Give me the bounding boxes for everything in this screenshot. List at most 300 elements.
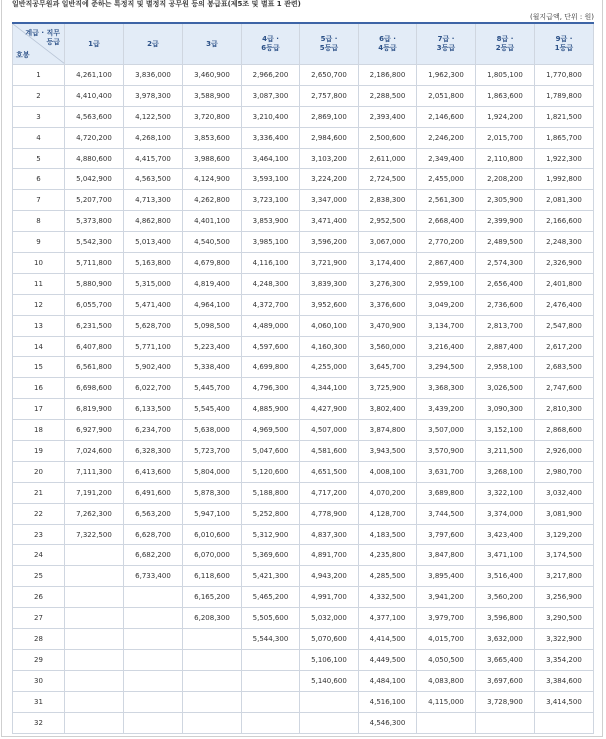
step-cell: 12 xyxy=(13,294,65,315)
salary-cell: 3,874,800 xyxy=(359,420,417,441)
salary-cell: 2,980,700 xyxy=(535,461,594,482)
salary-cell: 6,234,700 xyxy=(124,420,183,441)
salary-cell: 4,720,200 xyxy=(65,127,124,148)
salary-cell: 6,733,400 xyxy=(124,566,183,587)
salary-cell: 5,373,800 xyxy=(65,211,124,232)
salary-cell: 1,922,300 xyxy=(535,148,594,169)
salary-cell: 2,401,800 xyxy=(535,273,594,294)
salary-cell: 5,542,300 xyxy=(65,232,124,253)
salary-cell: 2,561,300 xyxy=(417,190,476,211)
salary-cell: 2,547,800 xyxy=(535,315,594,336)
salary-cell: 3,725,900 xyxy=(359,378,417,399)
salary-cell: 2,326,900 xyxy=(535,253,594,274)
salary-cell: 5,207,700 xyxy=(65,190,124,211)
column-header-text: 2등급 xyxy=(495,44,515,52)
step-cell: 14 xyxy=(13,336,65,357)
salary-cell: 3,376,600 xyxy=(359,294,417,315)
salary-cell: 5,771,100 xyxy=(124,336,183,357)
salary-cell: 4,083,800 xyxy=(417,670,476,691)
salary-cell: 5,421,300 xyxy=(242,566,300,587)
salary-cell: 2,288,500 xyxy=(359,85,417,106)
salary-cell: 3,049,200 xyxy=(417,294,476,315)
salary-cell: 3,632,000 xyxy=(476,629,535,650)
salary-cell: 4,819,400 xyxy=(183,273,242,294)
salary-cell: 2,736,600 xyxy=(476,294,535,315)
salary-cell: 5,544,300 xyxy=(242,629,300,650)
salary-cell: 3,103,200 xyxy=(300,148,359,169)
salary-cell: 3,588,900 xyxy=(183,85,242,106)
salary-cell: 6,698,600 xyxy=(65,378,124,399)
salary-cell: 6,491,600 xyxy=(124,482,183,503)
salary-cell: 5,465,200 xyxy=(242,587,300,608)
salary-cell: 2,868,600 xyxy=(535,420,594,441)
table-row xyxy=(13,524,594,545)
salary-cell: 2,051,800 xyxy=(417,85,476,106)
column-header-text: 6등급 xyxy=(261,44,280,52)
salary-cell: 3,952,600 xyxy=(300,294,359,315)
salary-cell: 3,560,000 xyxy=(359,336,417,357)
salary-cell: 3,174,400 xyxy=(359,253,417,274)
salary-cell: 5,188,800 xyxy=(242,482,300,503)
table-row xyxy=(13,65,594,86)
salary-cell: 3,460,900 xyxy=(183,65,242,86)
salary-cell: 5,047,600 xyxy=(242,441,300,462)
table-row xyxy=(13,253,594,274)
salary-cell: 4,563,600 xyxy=(65,106,124,127)
salary-cell: 6,118,600 xyxy=(183,566,242,587)
table-row xyxy=(13,503,594,524)
salary-cell: 5,042,900 xyxy=(65,169,124,190)
salary-cell: 4,261,100 xyxy=(65,65,124,86)
salary-cell: 2,770,200 xyxy=(417,232,476,253)
corner-step-label: 호봉 xyxy=(16,51,30,59)
salary-cell: 4,880,600 xyxy=(65,148,124,169)
salary-cell: 1,962,300 xyxy=(417,65,476,86)
salary-cell: 3,516,400 xyxy=(476,566,535,587)
salary-cell: 4,160,300 xyxy=(300,336,359,357)
step-cell: 21 xyxy=(13,482,65,503)
step-cell: 4 xyxy=(13,127,65,148)
table-row xyxy=(13,148,594,169)
column-header-9 xyxy=(535,23,594,65)
table-row xyxy=(13,85,594,106)
corner-grade-label xyxy=(25,29,60,47)
salary-cell: 4,248,300 xyxy=(242,273,300,294)
column-header-6 xyxy=(359,23,417,65)
salary-cell xyxy=(65,712,124,733)
table-title: 일반직공무원과 일반직에 준하는 특정직 및 별정직 공무원 등의 봉급표(제5조 및 별표 1 관련) xyxy=(12,0,301,8)
salary-cell xyxy=(65,608,124,629)
table-row xyxy=(13,106,594,127)
salary-cell: 3,211,500 xyxy=(476,441,535,462)
salary-cell: 5,338,400 xyxy=(183,357,242,378)
salary-cell: 4,115,000 xyxy=(417,691,476,712)
salary-cell xyxy=(65,649,124,670)
step-cell: 1 xyxy=(13,65,65,86)
step-cell: 27 xyxy=(13,608,65,629)
salary-cell: 3,026,500 xyxy=(476,378,535,399)
salary-cell: 3,354,200 xyxy=(535,649,594,670)
salary-cell: 2,399,900 xyxy=(476,211,535,232)
salary-cell: 2,574,300 xyxy=(476,253,535,274)
salary-cell xyxy=(65,629,124,650)
salary-cell: 4,713,300 xyxy=(124,190,183,211)
column-header-text: 8급 · xyxy=(496,35,514,43)
salary-cell xyxy=(242,691,300,712)
salary-cell: 6,055,700 xyxy=(65,294,124,315)
salary-cell: 2,984,600 xyxy=(300,127,359,148)
salary-cell: 4,116,100 xyxy=(242,253,300,274)
salary-cell: 3,414,500 xyxy=(535,691,594,712)
salary-cell: 6,927,900 xyxy=(65,420,124,441)
step-cell: 3 xyxy=(13,106,65,127)
salary-cell xyxy=(183,629,242,650)
salary-cell: 4,015,700 xyxy=(417,629,476,650)
column-header-8 xyxy=(476,23,535,65)
salary-cell: 4,484,100 xyxy=(359,670,417,691)
salary-cell: 4,183,500 xyxy=(359,524,417,545)
salary-cell xyxy=(124,691,183,712)
salary-cell: 2,146,600 xyxy=(417,106,476,127)
salary-cell: 5,804,000 xyxy=(183,461,242,482)
salary-cell: 2,926,000 xyxy=(535,441,594,462)
salary-cell: 3,032,400 xyxy=(535,482,594,503)
salary-cell: 4,991,700 xyxy=(300,587,359,608)
salary-cell: 4,546,300 xyxy=(359,712,417,733)
column-header-text: 9급 · xyxy=(555,35,573,43)
salary-cell xyxy=(65,545,124,566)
salary-cell: 4,778,900 xyxy=(300,503,359,524)
table-row xyxy=(13,294,594,315)
salary-cell: 3,174,500 xyxy=(535,545,594,566)
column-header-2 xyxy=(124,23,183,65)
salary-cell: 6,413,600 xyxy=(124,461,183,482)
salary-cell: 2,724,500 xyxy=(359,169,417,190)
salary-cell: 3,368,300 xyxy=(417,378,476,399)
salary-cell: 6,208,300 xyxy=(183,608,242,629)
column-header-text: 4등급 xyxy=(378,44,397,52)
salary-cell: 3,152,100 xyxy=(476,420,535,441)
table-row xyxy=(13,441,594,462)
salary-cell: 3,276,300 xyxy=(359,273,417,294)
salary-cell: 3,802,400 xyxy=(359,399,417,420)
header-row xyxy=(13,23,594,65)
salary-cell: 4,943,200 xyxy=(300,566,359,587)
column-header-text: 7급 · xyxy=(437,35,455,43)
salary-cell: 2,166,600 xyxy=(535,211,594,232)
salary-cell: 5,312,900 xyxy=(242,524,300,545)
salary-cell: 3,471,100 xyxy=(476,545,535,566)
salary-cell: 5,711,800 xyxy=(65,253,124,274)
table-row xyxy=(13,608,594,629)
salary-cell: 5,628,700 xyxy=(124,315,183,336)
salary-cell xyxy=(65,587,124,608)
salary-cell: 6,022,700 xyxy=(124,378,183,399)
salary-cell: 4,255,000 xyxy=(300,357,359,378)
salary-cell: 3,723,100 xyxy=(242,190,300,211)
table-row xyxy=(13,336,594,357)
salary-cell: 5,013,400 xyxy=(124,232,183,253)
column-header-3 xyxy=(183,23,242,65)
table-row xyxy=(13,420,594,441)
salary-cell: 2,110,800 xyxy=(476,148,535,169)
salary-cell: 3,256,900 xyxy=(535,587,594,608)
salary-cell: 7,322,500 xyxy=(65,524,124,545)
salary-cell: 6,682,200 xyxy=(124,545,183,566)
salary-cell: 1,992,800 xyxy=(535,169,594,190)
salary-cell: 3,853,900 xyxy=(242,211,300,232)
salary-cell: 4,427,900 xyxy=(300,399,359,420)
salary-cell xyxy=(183,712,242,733)
salary-cell: 2,887,400 xyxy=(476,336,535,357)
salary-cell: 4,837,300 xyxy=(300,524,359,545)
salary-cell: 1,863,600 xyxy=(476,85,535,106)
salary-cell xyxy=(300,691,359,712)
table-row xyxy=(13,545,594,566)
salary-cell: 4,717,200 xyxy=(300,482,359,503)
salary-cell xyxy=(535,712,594,733)
salary-cell: 6,563,200 xyxy=(124,503,183,524)
salary-cell: 3,268,100 xyxy=(476,461,535,482)
salary-cell: 4,124,900 xyxy=(183,169,242,190)
salary-cell: 3,689,800 xyxy=(417,482,476,503)
column-header-4 xyxy=(242,23,300,65)
corner-grade-line2: 등급 xyxy=(46,38,60,46)
salary-cell: 3,322,900 xyxy=(535,629,594,650)
salary-cell: 3,839,300 xyxy=(300,273,359,294)
salary-cell: 4,060,100 xyxy=(300,315,359,336)
salary-cell: 4,651,500 xyxy=(300,461,359,482)
step-cell: 6 xyxy=(13,169,65,190)
salary-cell: 4,262,800 xyxy=(183,190,242,211)
salary-cell: 6,231,500 xyxy=(65,315,124,336)
salary-cell: 2,869,100 xyxy=(300,106,359,127)
step-cell: 20 xyxy=(13,461,65,482)
table-row xyxy=(13,232,594,253)
salary-cell: 3,290,500 xyxy=(535,608,594,629)
salary-cell xyxy=(124,608,183,629)
table-row xyxy=(13,670,594,691)
salary-cell: 3,570,900 xyxy=(417,441,476,462)
salary-cell: 3,210,400 xyxy=(242,106,300,127)
table-body xyxy=(13,65,594,734)
salary-cell: 3,471,400 xyxy=(300,211,359,232)
table-row xyxy=(13,169,594,190)
salary-cell: 3,470,900 xyxy=(359,315,417,336)
salary-cell: 5,723,700 xyxy=(183,441,242,462)
salary-cell: 3,090,300 xyxy=(476,399,535,420)
salary-cell: 4,516,100 xyxy=(359,691,417,712)
step-cell: 10 xyxy=(13,253,65,274)
step-cell: 22 xyxy=(13,503,65,524)
salary-cell: 2,208,200 xyxy=(476,169,535,190)
salary-cell xyxy=(242,649,300,670)
salary-cell: 5,163,800 xyxy=(124,253,183,274)
step-cell: 18 xyxy=(13,420,65,441)
step-cell: 26 xyxy=(13,587,65,608)
salary-cell: 6,819,900 xyxy=(65,399,124,420)
salary-cell: 4,679,800 xyxy=(183,253,242,274)
salary-cell: 5,947,100 xyxy=(183,503,242,524)
step-cell: 15 xyxy=(13,357,65,378)
salary-cell: 3,941,200 xyxy=(417,587,476,608)
salary-cell: 3,336,400 xyxy=(242,127,300,148)
salary-cell: 3,979,700 xyxy=(417,608,476,629)
corner-header-cell xyxy=(13,23,65,65)
salary-cell xyxy=(183,649,242,670)
salary-cell: 5,471,400 xyxy=(124,294,183,315)
salary-cell: 4,070,200 xyxy=(359,482,417,503)
salary-cell: 2,246,200 xyxy=(417,127,476,148)
salary-cell: 2,611,000 xyxy=(359,148,417,169)
salary-cell: 4,449,500 xyxy=(359,649,417,670)
salary-cell: 2,810,300 xyxy=(535,399,594,420)
salary-cell: 6,070,000 xyxy=(183,545,242,566)
step-cell: 24 xyxy=(13,545,65,566)
salary-cell: 3,645,700 xyxy=(359,357,417,378)
salary-cell: 4,964,100 xyxy=(183,294,242,315)
salary-cell: 5,070,600 xyxy=(300,629,359,650)
salary-cell: 2,455,000 xyxy=(417,169,476,190)
step-cell: 23 xyxy=(13,524,65,545)
column-header-1 xyxy=(65,23,124,65)
salary-cell: 3,464,100 xyxy=(242,148,300,169)
salary-cell: 5,032,000 xyxy=(300,608,359,629)
salary-cell: 2,838,300 xyxy=(359,190,417,211)
salary-cell: 3,423,400 xyxy=(476,524,535,545)
salary-cell: 3,322,100 xyxy=(476,482,535,503)
salary-cell: 3,087,300 xyxy=(242,85,300,106)
salary-cell: 3,895,400 xyxy=(417,566,476,587)
salary-cell: 3,134,700 xyxy=(417,315,476,336)
salary-cell: 7,262,300 xyxy=(65,503,124,524)
table-row xyxy=(13,587,594,608)
salary-cell: 3,081,900 xyxy=(535,503,594,524)
table-row xyxy=(13,629,594,650)
table-row xyxy=(13,127,594,148)
salary-cell: 3,720,800 xyxy=(183,106,242,127)
salary-cell: 4,268,100 xyxy=(124,127,183,148)
salary-cell: 4,372,700 xyxy=(242,294,300,315)
salary-cell: 4,540,500 xyxy=(183,232,242,253)
step-cell: 13 xyxy=(13,315,65,336)
salary-cell: 5,098,500 xyxy=(183,315,242,336)
step-cell: 28 xyxy=(13,629,65,650)
salary-cell: 2,500,600 xyxy=(359,127,417,148)
salary-cell: 5,505,600 xyxy=(242,608,300,629)
salary-cell: 4,597,600 xyxy=(242,336,300,357)
salary-cell: 3,596,800 xyxy=(476,608,535,629)
salary-cell: 3,943,500 xyxy=(359,441,417,462)
table-row xyxy=(13,712,594,733)
salary-cell: 3,217,800 xyxy=(535,566,594,587)
salary-cell: 5,545,400 xyxy=(183,399,242,420)
salary-cell: 6,010,600 xyxy=(183,524,242,545)
salary-cell: 2,656,400 xyxy=(476,273,535,294)
salary-cell: 6,407,800 xyxy=(65,336,124,357)
salary-cell xyxy=(124,629,183,650)
salary-cell: 3,067,000 xyxy=(359,232,417,253)
salary-cell xyxy=(417,712,476,733)
salary-cell: 4,285,500 xyxy=(359,566,417,587)
salary-cell: 2,958,100 xyxy=(476,357,535,378)
salary-cell: 5,902,400 xyxy=(124,357,183,378)
salary-cell: 5,369,600 xyxy=(242,545,300,566)
column-header-7 xyxy=(417,23,476,65)
table-row xyxy=(13,190,594,211)
salary-cell: 2,757,800 xyxy=(300,85,359,106)
salary-cell: 5,140,600 xyxy=(300,670,359,691)
step-cell: 19 xyxy=(13,441,65,462)
salary-cell: 3,853,600 xyxy=(183,127,242,148)
column-header-text: 5급 · xyxy=(320,35,338,43)
salary-cell: 4,235,800 xyxy=(359,545,417,566)
salary-cell: 3,744,500 xyxy=(417,503,476,524)
column-header-text: 4급 · xyxy=(262,35,279,43)
salary-cell: 5,315,000 xyxy=(124,273,183,294)
salary-cell: 3,347,000 xyxy=(300,190,359,211)
salary-cell: 4,008,100 xyxy=(359,461,417,482)
salary-cell: 3,374,000 xyxy=(476,503,535,524)
table-row xyxy=(13,357,594,378)
salary-cell: 1,924,200 xyxy=(476,106,535,127)
salary-cell: 2,683,500 xyxy=(535,357,594,378)
salary-cell xyxy=(124,712,183,733)
salary-cell: 5,878,300 xyxy=(183,482,242,503)
salary-cell: 3,596,200 xyxy=(300,232,359,253)
salary-cell: 4,563,500 xyxy=(124,169,183,190)
table-row xyxy=(13,566,594,587)
salary-cell xyxy=(124,587,183,608)
salary-cell: 4,128,700 xyxy=(359,503,417,524)
salary-cell: 2,747,600 xyxy=(535,378,594,399)
step-cell: 17 xyxy=(13,399,65,420)
salary-cell: 4,891,700 xyxy=(300,545,359,566)
step-cell: 29 xyxy=(13,649,65,670)
step-cell: 32 xyxy=(13,712,65,733)
salary-cell: 3,721,900 xyxy=(300,253,359,274)
salary-cell: 7,111,300 xyxy=(65,461,124,482)
step-cell: 2 xyxy=(13,85,65,106)
step-cell: 7 xyxy=(13,190,65,211)
salary-cell: 5,638,000 xyxy=(183,420,242,441)
salary-cell xyxy=(65,691,124,712)
salary-cell: 2,617,200 xyxy=(535,336,594,357)
salary-cell xyxy=(242,670,300,691)
column-header-5 xyxy=(300,23,359,65)
step-cell: 30 xyxy=(13,670,65,691)
salary-cell: 3,439,200 xyxy=(417,399,476,420)
table-row xyxy=(13,378,594,399)
salary-cell xyxy=(124,649,183,670)
step-cell: 11 xyxy=(13,273,65,294)
salary-cell: 2,305,900 xyxy=(476,190,535,211)
salary-cell: 7,191,200 xyxy=(65,482,124,503)
salary-cell: 4,410,400 xyxy=(65,85,124,106)
salary-cell: 4,885,900 xyxy=(242,399,300,420)
step-cell: 9 xyxy=(13,232,65,253)
salary-cell: 3,631,700 xyxy=(417,461,476,482)
column-header-text: 5등급 xyxy=(319,44,339,52)
salary-cell: 2,966,200 xyxy=(242,65,300,86)
table-row xyxy=(13,649,594,670)
salary-cell: 4,377,100 xyxy=(359,608,417,629)
salary-cell: 3,129,200 xyxy=(535,524,594,545)
salary-cell: 1,770,800 xyxy=(535,65,594,86)
salary-cell: 2,476,400 xyxy=(535,294,594,315)
salary-cell: 3,728,900 xyxy=(476,691,535,712)
salary-cell: 3,224,200 xyxy=(300,169,359,190)
